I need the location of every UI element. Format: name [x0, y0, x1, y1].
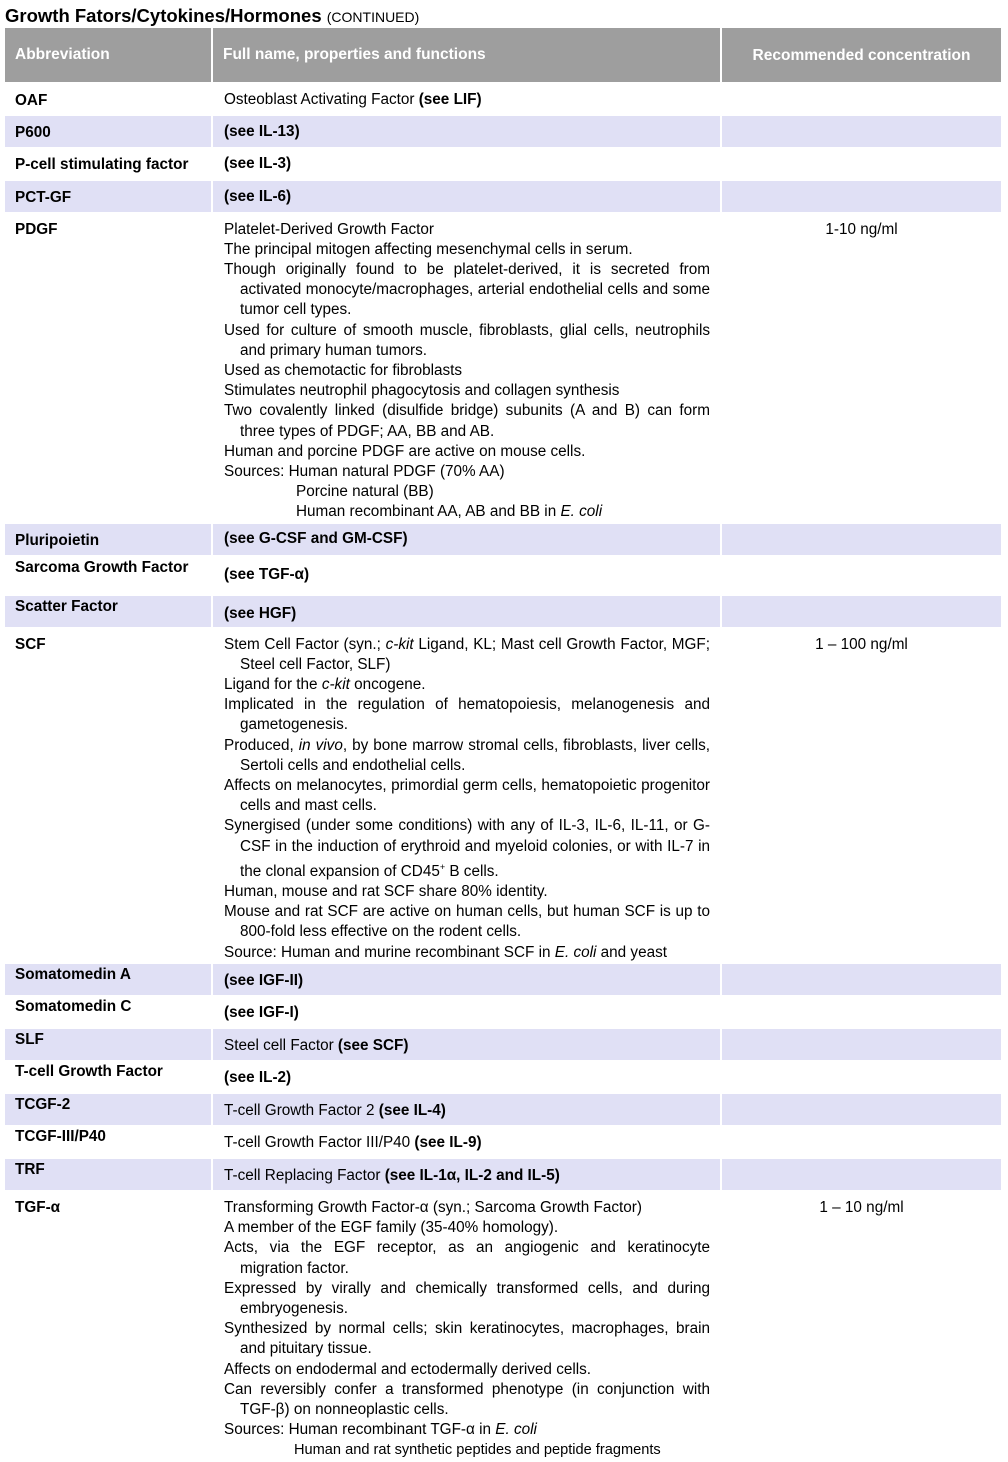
table-row	[5, 1158, 1001, 1190]
table-row	[5, 115, 1001, 147]
table-row	[5, 1190, 1001, 1461]
see-reference: (see IL-3)	[224, 154, 292, 172]
desc-line: Produced, in vivo, by bone marrow stromal cells, fibroblasts, liver cells, Sertoli cells and endothelial cells.	[224, 736, 711, 774]
row-description	[212, 115, 721, 147]
table-row	[5, 1093, 1001, 1125]
row-concentration	[721, 180, 1001, 212]
desc-line: Sources: Human natural PDGF (70% AA)	[224, 462, 505, 480]
row-description	[212, 1028, 721, 1060]
row-description	[212, 963, 721, 995]
table-row	[5, 1125, 1001, 1158]
desc-line: Affects on melanocytes, primordial germ cells, hematopoietic progenitor cells and mast cells.	[224, 776, 710, 815]
desc-line: Can reversibly confer a transformed phenotype (in conjunction with TGF-β) on nonneoplastic cells.	[224, 1380, 710, 1418]
full-name: T-cell Growth Factor III/P40	[224, 1133, 411, 1151]
row-description	[212, 1190, 721, 1461]
desc-line: A member of the EGF family (35-40% homology).	[224, 1219, 559, 1237]
row-abbreviation: P-cell stimulating factor	[5, 147, 212, 180]
row-abbreviation: Somatomedin A	[5, 963, 212, 995]
row-description	[212, 1060, 721, 1093]
table-row	[5, 627, 1001, 963]
see-reference: (see HGF)	[224, 604, 297, 622]
continued-label: (CONTINUED)	[326, 9, 420, 25]
row-abbreviation: TGF-α	[5, 1190, 212, 1461]
see-reference: (see IL-4)	[378, 1101, 446, 1119]
see-reference: (see IGF-I)	[224, 1003, 299, 1021]
row-description	[212, 147, 721, 180]
row-description	[212, 595, 721, 627]
row-concentration	[721, 595, 1001, 627]
row-concentration	[721, 1125, 1001, 1158]
table-row	[5, 1060, 1001, 1093]
row-abbreviation: PCT-GF	[5, 180, 212, 212]
row-description	[212, 212, 721, 523]
table-row	[5, 523, 1001, 555]
table-row	[5, 83, 1001, 115]
table-row	[5, 595, 1001, 627]
row-concentration	[721, 1028, 1001, 1060]
col-header-full-name: Full name, properties and functions	[212, 28, 721, 83]
desc-line: Stimulates neutrophil phagocytosis and collagen synthesis	[224, 382, 620, 400]
see-reference: (see IL-13)	[224, 122, 300, 140]
desc-line: Used as chemotactic for fibroblasts	[224, 361, 463, 379]
desc-line: Human and porcine PDGF are active on mouse cells.	[224, 442, 586, 460]
page-title	[5, 5, 419, 27]
row-concentration: 1 – 10 ng/ml	[721, 1190, 1001, 1461]
row-concentration: 1-10 ng/ml	[721, 212, 1001, 523]
table-row	[5, 180, 1001, 212]
desc-line: Human and rat synthetic peptides and peptide fragments	[294, 1442, 661, 1459]
desc-line: Though originally found to be platelet-derived, it is secreted from activated monocyte/macrophages, arterial endothelial cells and some tumor cell types.	[224, 260, 710, 319]
desc-line: Mouse and rat SCF are active on human cells, but human SCF is up to 800-fold less effective on the rodent cells.	[224, 903, 710, 941]
row-abbreviation: TCGF-III/P40	[5, 1125, 212, 1158]
cytokine-table	[5, 28, 1001, 1462]
row-abbreviation: Scatter Factor	[5, 595, 212, 627]
row-abbreviation: Somatomedin C	[5, 995, 212, 1028]
row-description	[212, 1093, 721, 1125]
table-row	[5, 963, 1001, 995]
row-abbreviation: TCGF-2	[5, 1093, 212, 1125]
row-abbreviation: TRF	[5, 1158, 212, 1190]
full-name: Steel cell Factor	[224, 1036, 334, 1054]
desc-line: Affects on endodermal and ectodermally derived cells.	[224, 1360, 592, 1378]
desc-line: Synergised (under some conditions) with any of IL-3, IL-6, IL-11, or G-CSF in the induction of erythroid and myeloid colonies, or with IL-7 in the clonal expansion of CD45+ B cells.	[224, 817, 710, 880]
row-abbreviation: SCF	[5, 627, 212, 963]
row-description	[212, 1158, 721, 1190]
see-reference: (see TGF-α)	[224, 566, 310, 584]
desc-line: Stem Cell Factor (syn.; c-kit Ligand, KL; Mast cell Growth Factor, MGF; Steel cell Factor, SLF)	[224, 635, 711, 673]
row-abbreviation: Sarcoma Growth Factor	[5, 555, 212, 595]
row-concentration	[721, 995, 1001, 1028]
row-description	[212, 555, 721, 595]
see-reference: (see IL-6)	[224, 187, 292, 205]
desc-line: Synthesized by normal cells; skin keratinocytes, macrophages, brain and pituitary tissue.	[224, 1320, 710, 1358]
table-row	[5, 212, 1001, 523]
row-abbreviation: Pluripoietin	[5, 523, 212, 555]
desc-line: Implicated in the regulation of hematopoiesis, melanogenesis and gametogenesis.	[224, 696, 710, 734]
row-description	[212, 627, 721, 963]
table-row	[5, 147, 1001, 180]
table-row	[5, 995, 1001, 1028]
row-concentration	[721, 1158, 1001, 1190]
see-reference: (see G-CSF and GM-CSF)	[224, 530, 408, 548]
desc-line: Ligand for the c-kit oncogene.	[224, 675, 426, 693]
desc-line: Human, mouse and rat SCF share 80% identity.	[224, 883, 548, 901]
row-description	[212, 523, 721, 555]
title-text: Growth Fators/Cytokines/Hormones	[5, 5, 322, 26]
see-reference: (see SCF)	[337, 1036, 409, 1054]
row-concentration	[721, 1093, 1001, 1125]
desc-line: Used for culture of smooth muscle, fibroblasts, glial cells, neutrophils and primary human tumors.	[224, 321, 710, 359]
row-concentration	[721, 1060, 1001, 1093]
desc-line: Acts, via the EGF receptor, as an angiogenic and keratinocyte migration factor.	[224, 1239, 710, 1277]
row-abbreviation: PDGF	[5, 212, 212, 523]
row-concentration	[721, 963, 1001, 995]
row-abbreviation: OAF	[5, 83, 212, 115]
see-reference: (see IL-9)	[414, 1133, 482, 1151]
col-header-abbreviation: Abbreviation	[5, 28, 212, 83]
row-concentration	[721, 147, 1001, 180]
row-description	[212, 83, 721, 115]
table-row	[5, 555, 1001, 595]
row-abbreviation: T-cell Growth Factor	[5, 1060, 212, 1093]
row-concentration	[721, 83, 1001, 115]
desc-line: Porcine natural (BB)	[296, 483, 434, 501]
full-name: T-cell Replacing Factor	[224, 1166, 381, 1184]
table-row	[5, 1028, 1001, 1060]
desc-line: Expressed by virally and chemically transformed cells, and during embryogenesis.	[224, 1279, 710, 1317]
table-header-row	[5, 28, 1001, 83]
row-abbreviation: P600	[5, 115, 212, 147]
row-concentration	[721, 523, 1001, 555]
row-concentration	[721, 115, 1001, 147]
row-description	[212, 1125, 721, 1158]
see-reference: (see IGF-II)	[224, 971, 304, 989]
row-description	[212, 180, 721, 212]
see-reference: (see LIF)	[418, 91, 482, 108]
see-reference: (see IL-1α, IL-2 and IL-5)	[384, 1166, 560, 1184]
desc-line: Human recombinant AA, AB and BB in E. coli	[296, 503, 603, 521]
row-concentration	[721, 555, 1001, 595]
desc-line: The principal mitogen affecting mesenchymal cells in serum.	[224, 240, 633, 258]
col-header-concentration: Recommended concentration	[721, 28, 1001, 83]
desc-line: Platelet-Derived Growth Factor	[224, 220, 434, 238]
desc-line: Two covalently linked (disulfide bridge) subunits (A and B) can form three types of PDGF; AA, BB and AB.	[224, 402, 710, 440]
desc-line: Source: Human and murine recombinant SCF in E. coli and yeast	[224, 943, 667, 961]
full-name: Osteoblast Activating Factor	[224, 91, 415, 108]
see-reference: (see IL-2)	[224, 1068, 292, 1086]
desc-line: Sources: Human recombinant TGF-α in E. coli	[224, 1421, 537, 1439]
desc-line: Transforming Growth Factor-α (syn.; Sarcoma Growth Factor)	[224, 1198, 642, 1216]
row-abbreviation: SLF	[5, 1028, 212, 1060]
row-concentration: 1 – 100 ng/ml	[721, 627, 1001, 963]
full-name: T-cell Growth Factor 2	[224, 1101, 375, 1119]
row-description	[212, 995, 721, 1028]
